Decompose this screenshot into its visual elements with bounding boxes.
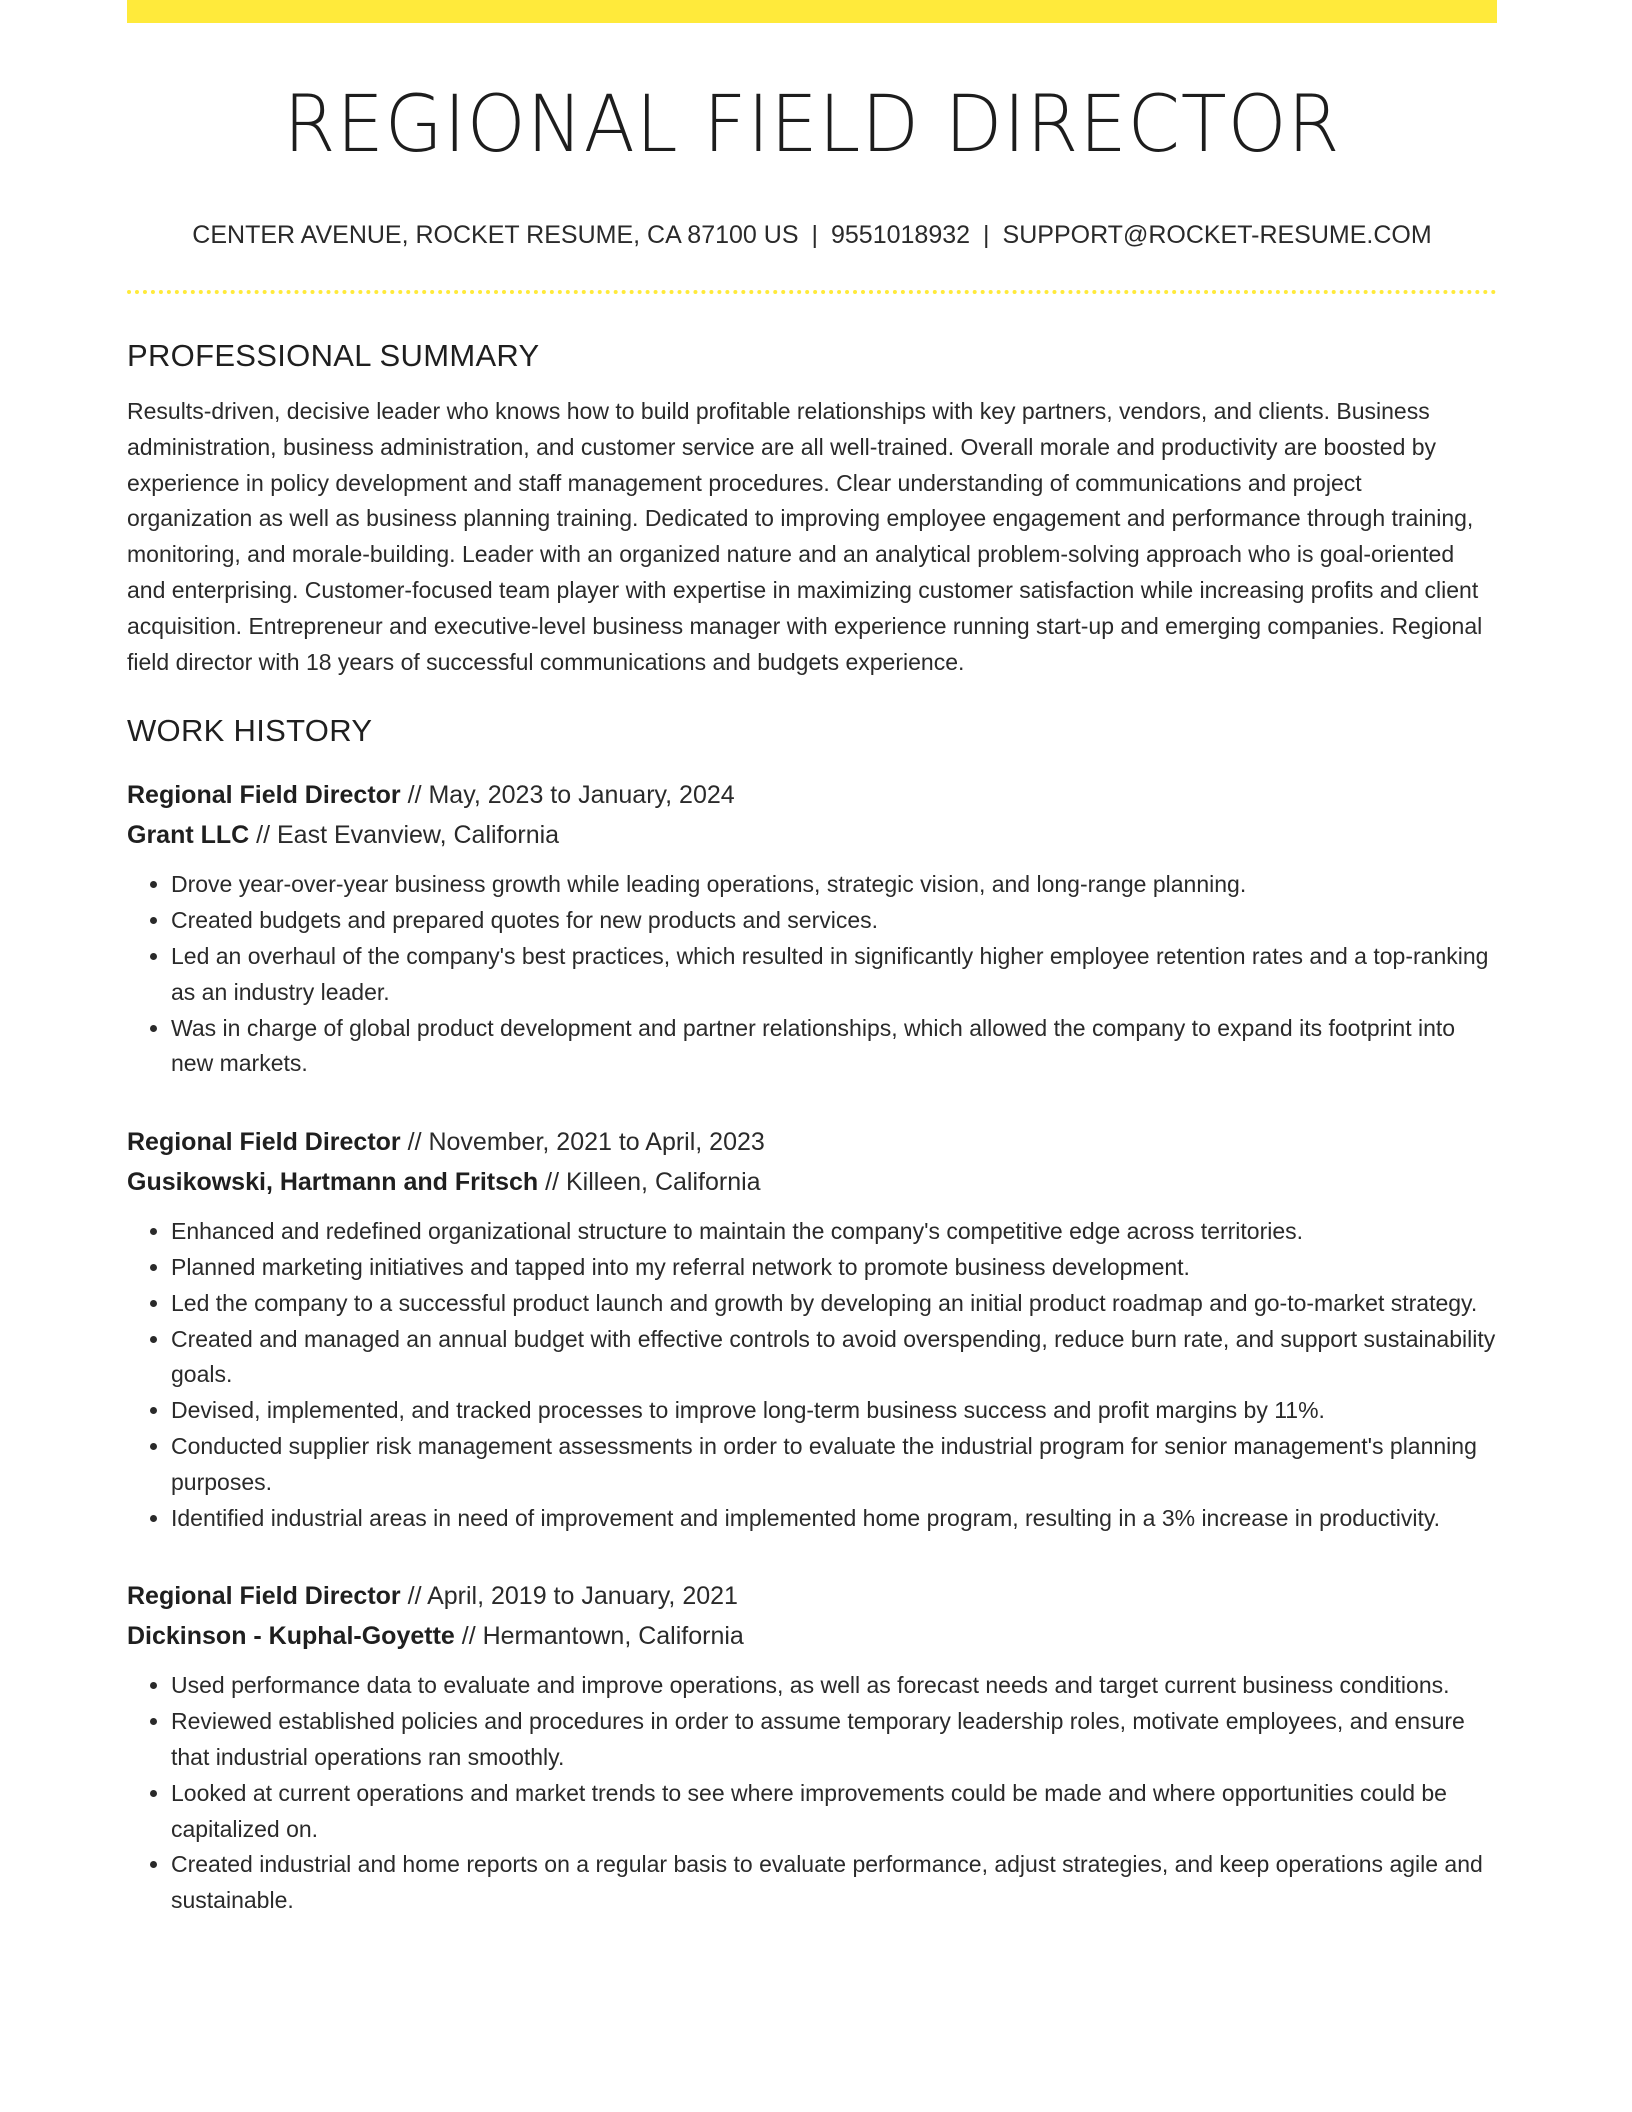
job-bullet: • Led an overhaul of the company's best practices, which resulted in significantly higher employee retention rates and a top-ranking as an industry leader.	[171, 939, 1497, 1011]
job-entry	[127, 1576, 1497, 1919]
summary-section-title: PROFESSIONAL SUMMARY	[127, 338, 540, 373]
job-entry	[127, 1122, 1497, 1536]
job-bullet: • Planned marketing initiatives and tapped into my referral network to promote business development.	[171, 1250, 1497, 1286]
job-bullet: • Led the company to a successful product launch and growth by developing an initial product roadmap and go-to-market strategy.	[171, 1286, 1497, 1322]
job-position: Regional Field Director	[127, 781, 401, 810]
job-bullet-list	[127, 1214, 1497, 1536]
job-company: Dickinson - Kuphal-Goyette	[127, 1622, 455, 1651]
job-location: // Killeen, California	[545, 1168, 761, 1197]
job-company-line	[127, 1616, 1497, 1656]
job-company: Grant LLC	[127, 821, 250, 850]
job-dates: // May, 2023 to January, 2024	[407, 781, 735, 810]
job-entry	[127, 775, 1497, 1082]
job-position: Regional Field Director	[127, 1582, 401, 1611]
job-position: Regional Field Director	[127, 1128, 401, 1157]
job-company-line	[127, 815, 1497, 855]
job-location: // East Evanview, California	[256, 821, 560, 850]
job-dates: // April, 2019 to January, 2021	[407, 1582, 738, 1611]
job-bullet-list	[127, 1668, 1497, 1919]
job-bullet: • Used performance data to evaluate and improve operations, as well as forecast needs and target current business conditions.	[171, 1668, 1497, 1704]
job-bullet: • Conducted supplier risk management assessments in order to evaluate the industrial program for senior management's planning purposes.	[171, 1429, 1497, 1501]
job-bullet: • Created budgets and prepared quotes for new products and services.	[171, 903, 1497, 939]
job-bullet-list	[127, 867, 1497, 1082]
resume-name-heading: REGIONAL FIELD DIRECTOR	[283, 80, 1341, 170]
job-bullet: • Identified industrial areas in need of improvement and implemented home program, resulting in a 3% increase in productivity.	[171, 1501, 1497, 1537]
top-accent-bar	[127, 0, 1497, 23]
job-bullet: • Created and managed an annual budget with effective controls to avoid overspending, reduce burn rate, and support sustainability goals.	[171, 1322, 1497, 1394]
job-company-line	[127, 1162, 1497, 1202]
contact-phone: 9551018932	[831, 221, 971, 249]
contact-email: SUPPORT@ROCKET-RESUME.COM	[1002, 221, 1432, 249]
job-bullet: • Was in charge of global product development and partner relationships, which allowed the company to expand its footprint into new markets.	[171, 1011, 1497, 1083]
job-bullet: • Drove year-over-year business growth while leading operations, strategic vision, and long-range planning.	[171, 867, 1497, 903]
job-bullet: • Reviewed established policies and procedures in order to assume temporary leadership roles, motivate employees, and ensure that industrial operations ran smoothly.	[171, 1704, 1497, 1776]
resume-page	[127, 0, 1497, 1919]
summary-text: Results-driven, decisive leader who knows how to build profitable relationships with key partners, vendors, and clients. Business administration, business administration, and customer service are all well-trained. Overall morale and productivity are boosted by experience in policy development and staff management procedures. Clear understanding of communications and project organization as well as business planning training. Dedicated to improving employee engagement and performance through training, monitoring, and morale-building. Leader with an organized nature and an analytical problem-solving approach who is goal-oriented and enterprising. Customer-focused team player with expertise in maximizing customer satisfaction while increasing profits and client acquisition. Entrepreneur and executive-level business manager with experience running start-up and emerging companies. Regional field director with 18 years of successful communications and budgets experience.	[127, 398, 1483, 675]
job-title-line	[127, 1122, 1497, 1162]
dotted-divider	[127, 290, 1497, 294]
job-dates: // November, 2021 to April, 2023	[407, 1128, 765, 1157]
job-location: // Hermantown, California	[461, 1622, 744, 1651]
contact-separator: |	[983, 221, 990, 249]
contact-separator: |	[811, 221, 818, 249]
job-bullet: • Enhanced and redefined organizational structure to maintain the company's competitive edge across territories.	[171, 1214, 1497, 1250]
work-history-section-title: WORK HISTORY	[127, 713, 373, 749]
job-title-line	[127, 1576, 1497, 1616]
job-bullet: • Looked at current operations and market trends to see where improvements could be made and where opportunities could be capitalized on.	[171, 1776, 1497, 1848]
contact-line	[127, 221, 1497, 250]
contact-address: CENTER AVENUE, ROCKET RESUME, CA 87100 US	[192, 221, 799, 249]
job-bullet: • Created industrial and home reports on a regular basis to evaluate performance, adjust strategies, and keep operations agile and sustainable.	[171, 1847, 1497, 1919]
job-company: Gusikowski, Hartmann and Fritsch	[127, 1168, 539, 1197]
job-bullet: • Devised, implemented, and tracked processes to improve long-term business success and profit margins by 11%.	[171, 1393, 1497, 1429]
job-title-line	[127, 775, 1497, 815]
